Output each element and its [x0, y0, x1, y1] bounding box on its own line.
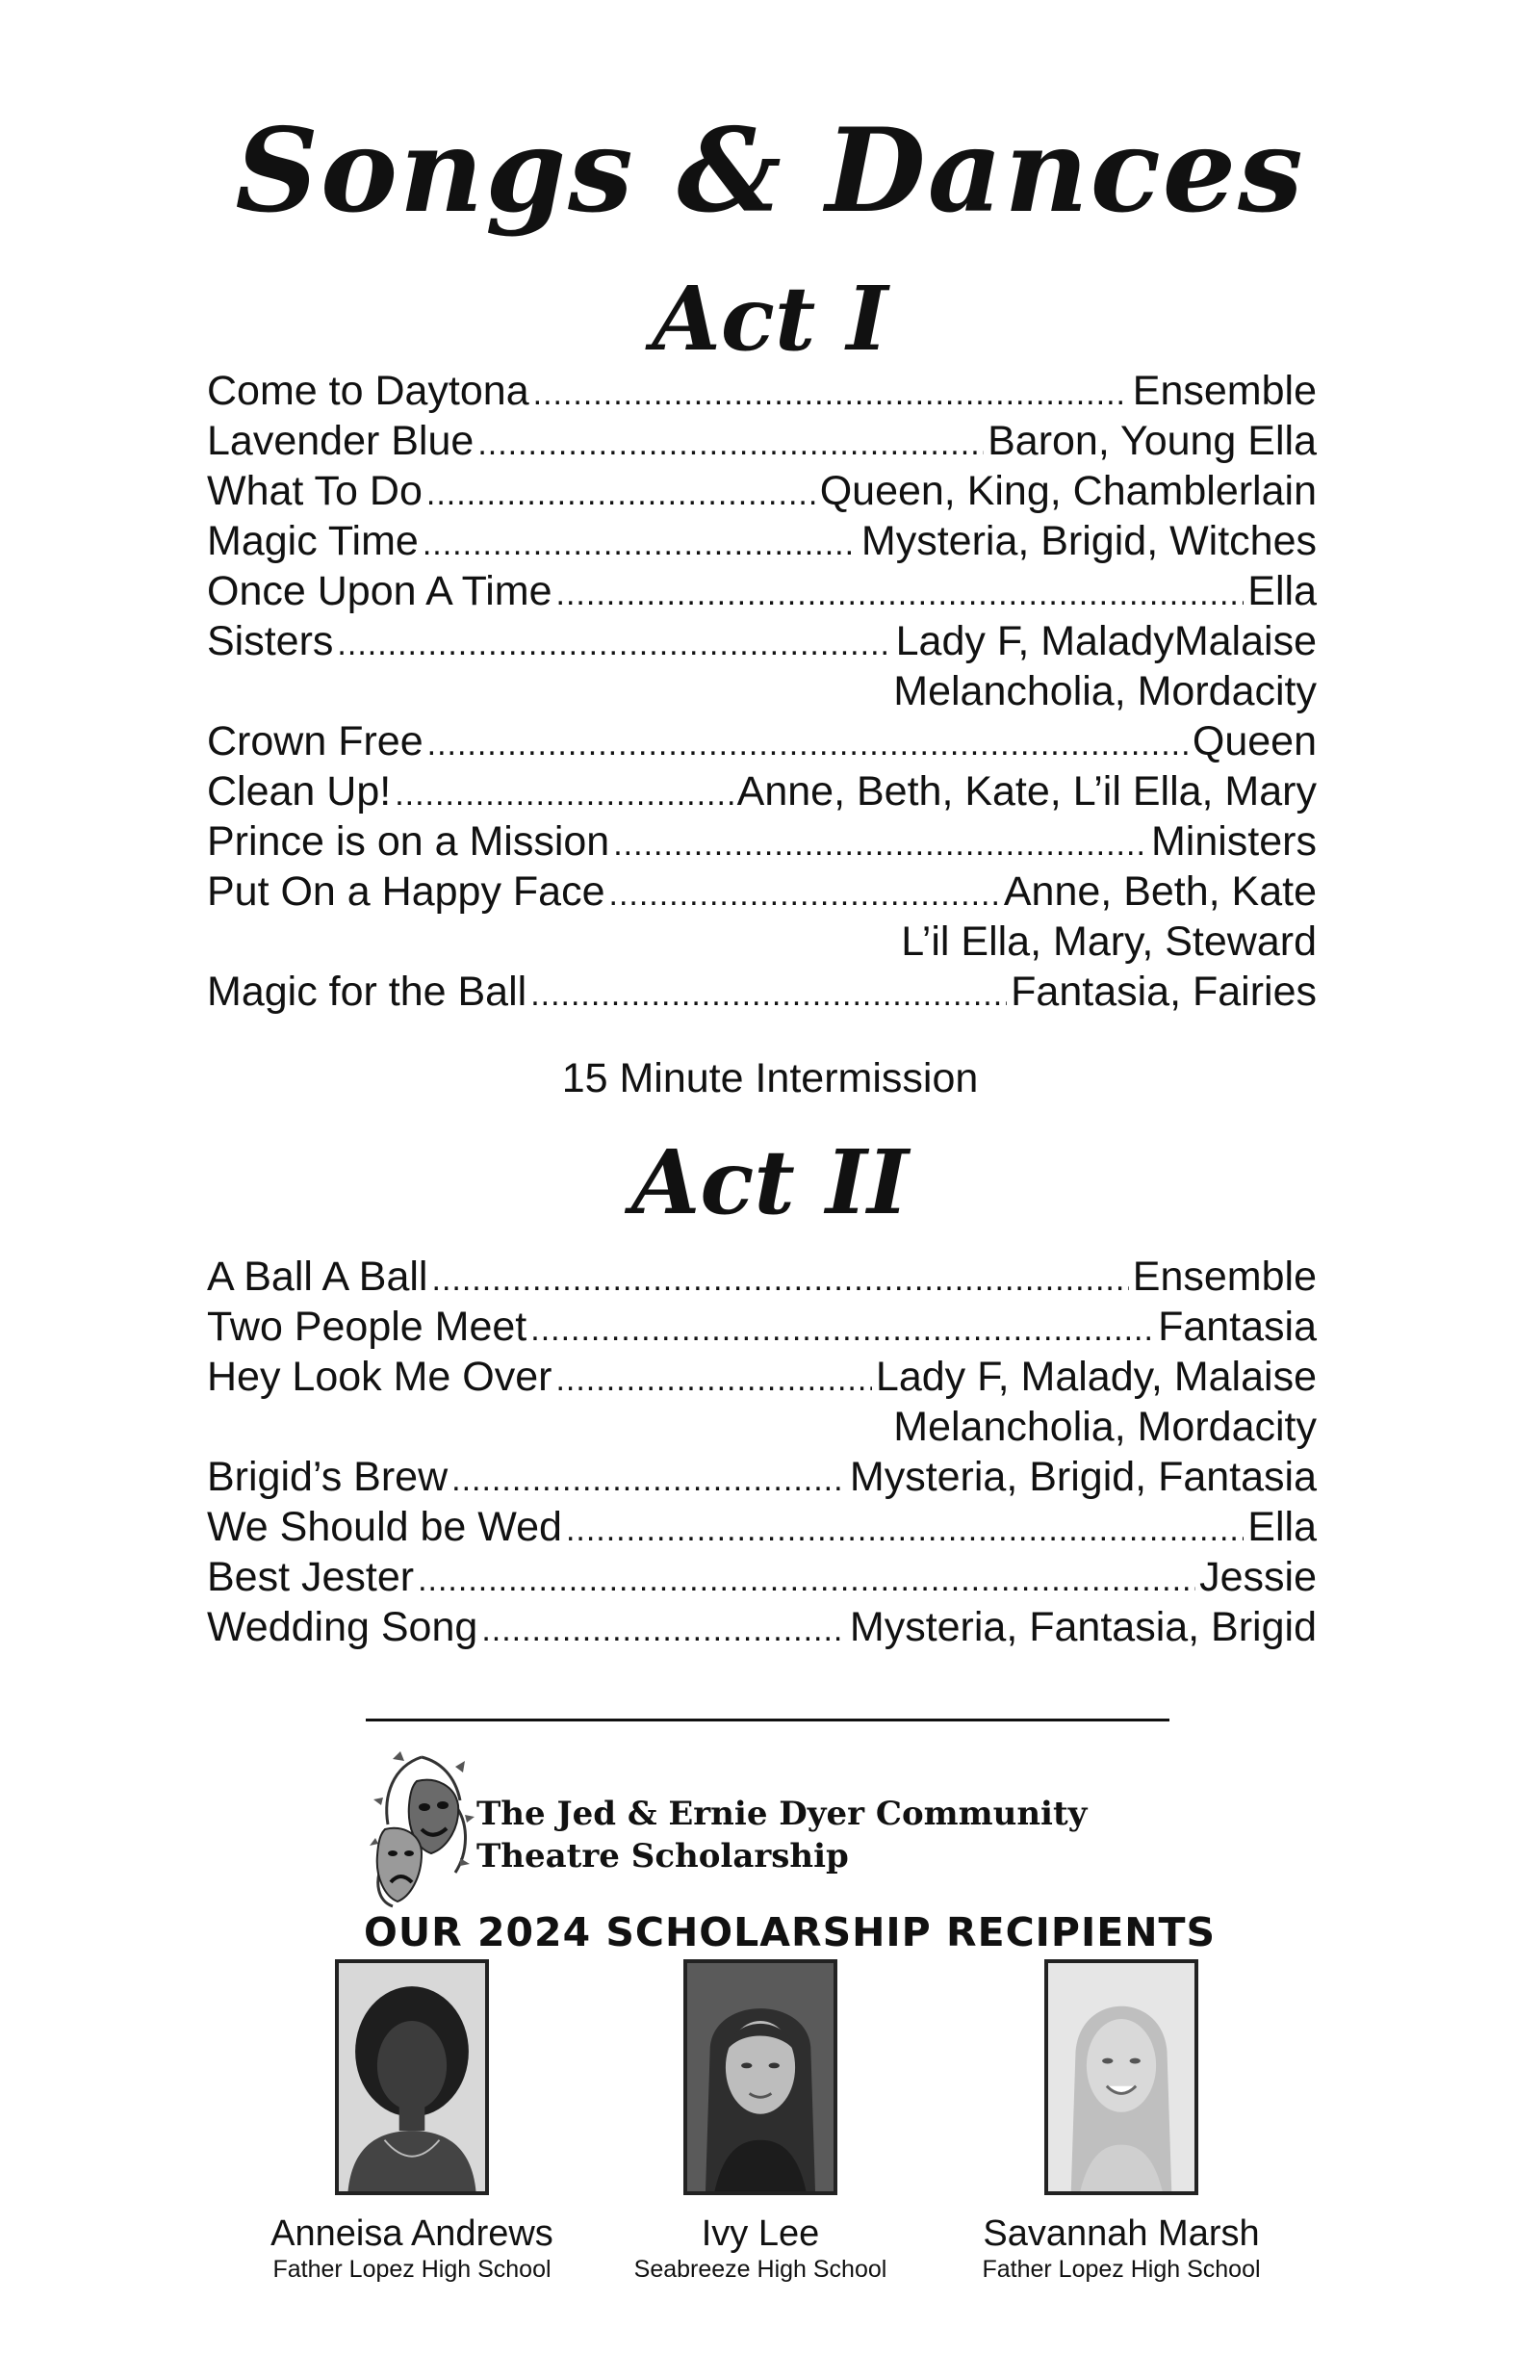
recipient-name: Anneisa Andrews	[270, 2213, 553, 2254]
act-2-heading: Act II	[631, 1130, 909, 1234]
song-row	[207, 516, 1317, 566]
recipient-card	[919, 2212, 1323, 2284]
song-row	[207, 1252, 1317, 1302]
song-cast: Jessie	[1199, 1554, 1317, 1600]
dot-leader	[423, 516, 858, 569]
dot-leader	[426, 466, 816, 519]
dot-leader	[530, 1302, 1154, 1355]
dot-leader	[530, 967, 1007, 1020]
recipient-card	[210, 2212, 614, 2284]
page-title: Songs & Dances	[235, 103, 1305, 239]
intermission-note: 15 Minute Intermission	[561, 1055, 979, 1101]
song-row	[207, 766, 1317, 816]
song-row	[207, 1552, 1317, 1602]
dot-leader	[337, 616, 891, 669]
song-title: Brigid’s Brew	[207, 1454, 449, 1500]
dot-leader	[533, 366, 1129, 419]
song-title: Once Upon A Time	[207, 568, 552, 614]
song-cast: Anne, Beth, Kate	[1003, 868, 1317, 915]
scholarship-title	[476, 1793, 1087, 1877]
recipient-name: Ivy Lee	[701, 2213, 820, 2254]
song-row	[207, 1302, 1317, 1352]
scholarship-title-line-1: The Jed & Ernie Dyer Community	[476, 1795, 1088, 1833]
song-cast: Ella	[1247, 1504, 1317, 1550]
song-cast: Lady F, MaladyMalaise	[895, 618, 1317, 664]
recipient-name: Savannah Marsh	[983, 2213, 1260, 2254]
scholarship-title-line-2: Theatre Scholarship	[476, 1837, 849, 1876]
act-1-song-list	[207, 366, 1317, 1017]
dot-leader	[451, 1452, 846, 1505]
song-cast: Mysteria, Fantasia, Brigid	[849, 1604, 1317, 1650]
song-title: Magic for the Ball	[207, 969, 527, 1015]
dot-leader	[427, 716, 1189, 769]
song-title: Clean Up!	[207, 768, 392, 815]
song-cast: Queen	[1192, 718, 1317, 764]
recipient-photo	[1044, 1959, 1198, 2195]
recipients-heading: OUR 2024 SCHOLARSHIP RECIPIENTS	[364, 1909, 1217, 1955]
theatre-masks-icon	[364, 1747, 477, 1911]
song-title: Lavender Blue	[207, 418, 475, 464]
song-row	[207, 616, 1317, 666]
song-row	[207, 967, 1317, 1017]
song-row	[207, 416, 1317, 466]
song-cast: Mysteria, Brigid, Witches	[860, 518, 1317, 564]
song-row	[207, 716, 1317, 766]
song-title: Prince is on a Mission	[207, 818, 610, 865]
dot-leader	[395, 766, 732, 819]
recipient-photo	[335, 1959, 489, 2195]
song-title: Magic Time	[207, 518, 419, 564]
song-cast: Fantasia	[1158, 1304, 1317, 1350]
recipient-photo	[683, 1959, 837, 2195]
song-row	[207, 816, 1317, 867]
song-row	[207, 1602, 1317, 1652]
song-cast: Fantasia, Fairies	[1011, 969, 1317, 1015]
song-cast: Mysteria, Brigid, Fantasia	[849, 1454, 1317, 1500]
song-title: Wedding Song	[207, 1604, 478, 1650]
song-title: Crown Free	[207, 718, 424, 764]
song-title: Sisters	[207, 618, 334, 664]
song-cast: Ministers	[1150, 818, 1317, 865]
recipient-school: Seabreeze High School	[633, 2256, 887, 2283]
song-row	[207, 366, 1317, 416]
dot-leader	[566, 1502, 1244, 1555]
song-title: What To Do	[207, 468, 423, 514]
song-cast: Lady F, Malady, Malaise	[875, 1354, 1317, 1400]
song-cast-continued: L’il Ella, Mary, Steward	[901, 918, 1317, 965]
recipient-card	[558, 2212, 962, 2284]
song-title: Two People Meet	[207, 1304, 527, 1350]
song-row	[207, 566, 1317, 616]
dot-leader	[477, 416, 984, 469]
dot-leader	[555, 1352, 871, 1405]
song-cast: Ensemble	[1132, 368, 1317, 414]
song-row	[207, 1352, 1317, 1402]
song-row	[207, 466, 1317, 516]
song-title: We Should be Wed	[207, 1504, 562, 1550]
recipient-school: Father Lopez High School	[272, 2256, 552, 2283]
song-cast: Baron, Young Ella	[988, 418, 1317, 464]
song-title: Hey Look Me Over	[207, 1354, 552, 1400]
song-title: Put On a Happy Face	[207, 868, 605, 915]
song-cast: Anne, Beth, Kate, L’il Ella, Mary	[736, 768, 1317, 815]
song-cast-continued: Melancholia, Mordacity	[893, 668, 1317, 714]
song-row	[207, 1502, 1317, 1552]
song-row	[207, 867, 1317, 917]
song-cast: Ella	[1247, 568, 1317, 614]
song-row	[207, 1452, 1317, 1502]
section-divider	[366, 1719, 1169, 1721]
song-title: A Ball A Ball	[207, 1254, 428, 1300]
dot-leader	[418, 1552, 1195, 1605]
song-title: Best Jester	[207, 1554, 415, 1600]
dot-leader	[432, 1252, 1129, 1305]
dot-leader	[613, 816, 1147, 869]
song-cast-continued: Melancholia, Mordacity	[893, 1404, 1317, 1450]
song-cast: Queen, King, Chamblerlain	[819, 468, 1317, 514]
dot-leader	[609, 867, 1000, 919]
act-1-heading: Act I	[652, 267, 888, 371]
recipient-school: Father Lopez High School	[982, 2256, 1261, 2283]
dot-leader	[556, 566, 1245, 619]
song-cast: Ensemble	[1132, 1254, 1317, 1300]
act-2-song-list	[207, 1252, 1317, 1652]
dot-leader	[481, 1602, 846, 1655]
song-title: Come to Daytona	[207, 368, 529, 414]
